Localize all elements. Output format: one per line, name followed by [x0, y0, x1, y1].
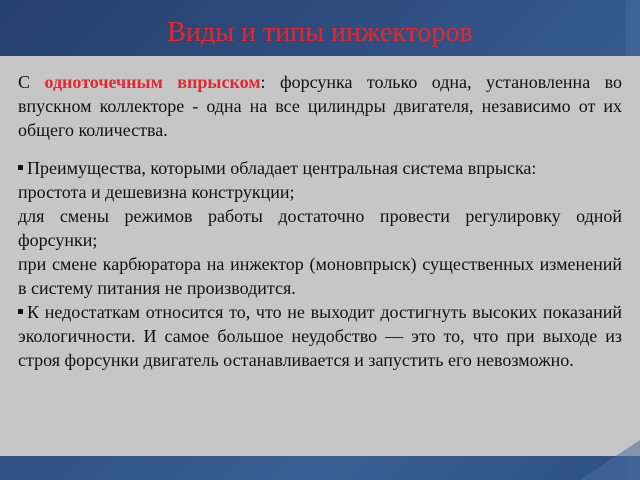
intro-suffix: : форсунка только одна, установленна во впускном коллекторе - одна на все цилиндры двигателя, независимо от их общего количества.: [18, 72, 623, 140]
disadvantages-paragraph: [18, 300, 622, 372]
decorative-corner: [580, 440, 640, 480]
bullet-icon: [18, 309, 23, 314]
advantages-heading-text: Преимущества, которыми обладает центральная система впрыска:: [27, 158, 537, 178]
advantage-item: простота и дешевизна конструкции;: [18, 182, 295, 202]
slide-body: [18, 70, 622, 372]
intro-prefix: С: [18, 72, 45, 92]
intro-paragraph: [18, 70, 622, 142]
advantage-item: для смены режимов работы достаточно провести регулировку одной форсунки;: [18, 206, 622, 250]
disadvantages-text: К недостаткам относится то, что не выходит достигнуть высоких показаний экологичности. И самое большое неудобство — это то, что при выходе из строя форсунки двигатель останавливается и запустить его невозможно.: [18, 302, 622, 370]
intro-highlight: одноточечным впрыском: [44, 72, 261, 92]
bullet-icon: [18, 165, 23, 170]
advantage-item: при смене карбюратора на инжектор (моновпрыск) существенных изменений в систему питания не производится.: [18, 254, 622, 298]
advantages-heading: [18, 156, 622, 180]
slide-title: Виды и типы инжекторов: [167, 17, 473, 48]
